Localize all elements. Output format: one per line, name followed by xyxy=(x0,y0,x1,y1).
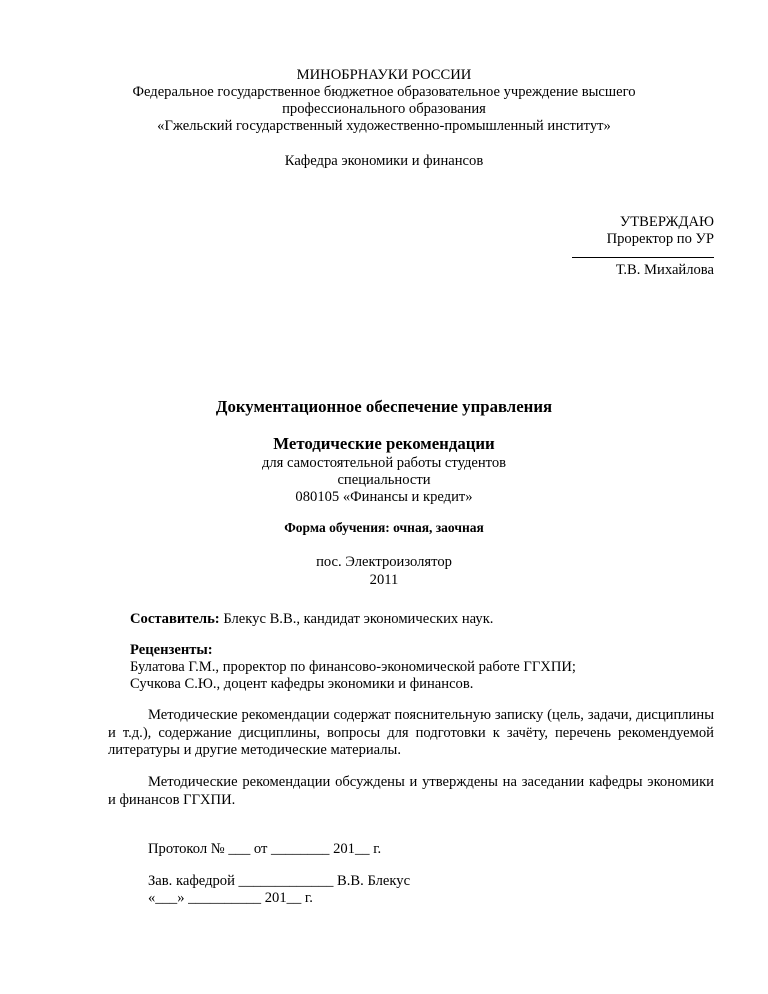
institution-line-2: профессионального образования xyxy=(282,101,486,117)
approval-heading: УТВЕРЖДАЮ xyxy=(619,214,714,230)
purpose-line: для самостоятельной работы студентов xyxy=(261,455,507,471)
year: 2011 xyxy=(369,572,399,588)
protocol-line: Протокол № ___ от ________ 201__ г. xyxy=(148,841,382,857)
discipline-title: Документационное обеспечение управления xyxy=(215,397,553,416)
institution-line-1: Федеральное государственное бюджетное образовательное учреждение высшего xyxy=(132,84,636,100)
description-paragraph: Методические рекомендации содержат пояснительную записку (цель, задачи, дисциплины и т.д.), содержание дисциплины, вопросы для подготовки к зачёту, перечень рекомендуемой литературы и другие методические материалы. xyxy=(108,707,714,758)
specialty-name: 080105 «Финансы и кредит» xyxy=(295,489,473,505)
approval-position: Проректор по УР xyxy=(606,231,714,247)
specialty-label: специальности xyxy=(337,472,431,488)
compiler-name: Блекус В.В., кандидат экономических наук. xyxy=(219,611,494,627)
ministry-name: МИНОБРНАУКИ РОССИИ xyxy=(296,67,472,83)
reviewer-1: Булатова Г.М., проректор по финансово-экономической работе ГГХПИ; xyxy=(130,659,576,675)
approval-name: Т.В. Михайлова xyxy=(615,262,714,278)
reviewer-2: Сучкова С.Ю., доцент кафедры экономики и финансов. xyxy=(130,676,474,692)
department-head-line: Зав. кафедрой _____________ В.В. Блекус xyxy=(148,873,411,889)
department-name: Кафедра экономики и финансов xyxy=(284,153,484,169)
compiler-label: Составитель: xyxy=(130,611,220,627)
signature-line xyxy=(572,257,714,258)
place-name: пос. Электроизолятор xyxy=(316,554,452,570)
approval-paragraph: Методические рекомендации обсуждены и утверждены на заседании кафедры экономики и финансов ГГХПИ. xyxy=(108,774,714,808)
compiler-line xyxy=(130,611,493,628)
reviewers-label: Рецензенты: xyxy=(130,642,213,658)
institution-name: «Гжельский государственный художественно-промышленный институт» xyxy=(157,118,611,134)
study-form: Форма обучения: очная, заочная xyxy=(284,520,484,535)
document-type-title: Методические рекомендации xyxy=(273,434,495,453)
signature-date-line: «___» __________ 201__ г. xyxy=(148,890,313,906)
